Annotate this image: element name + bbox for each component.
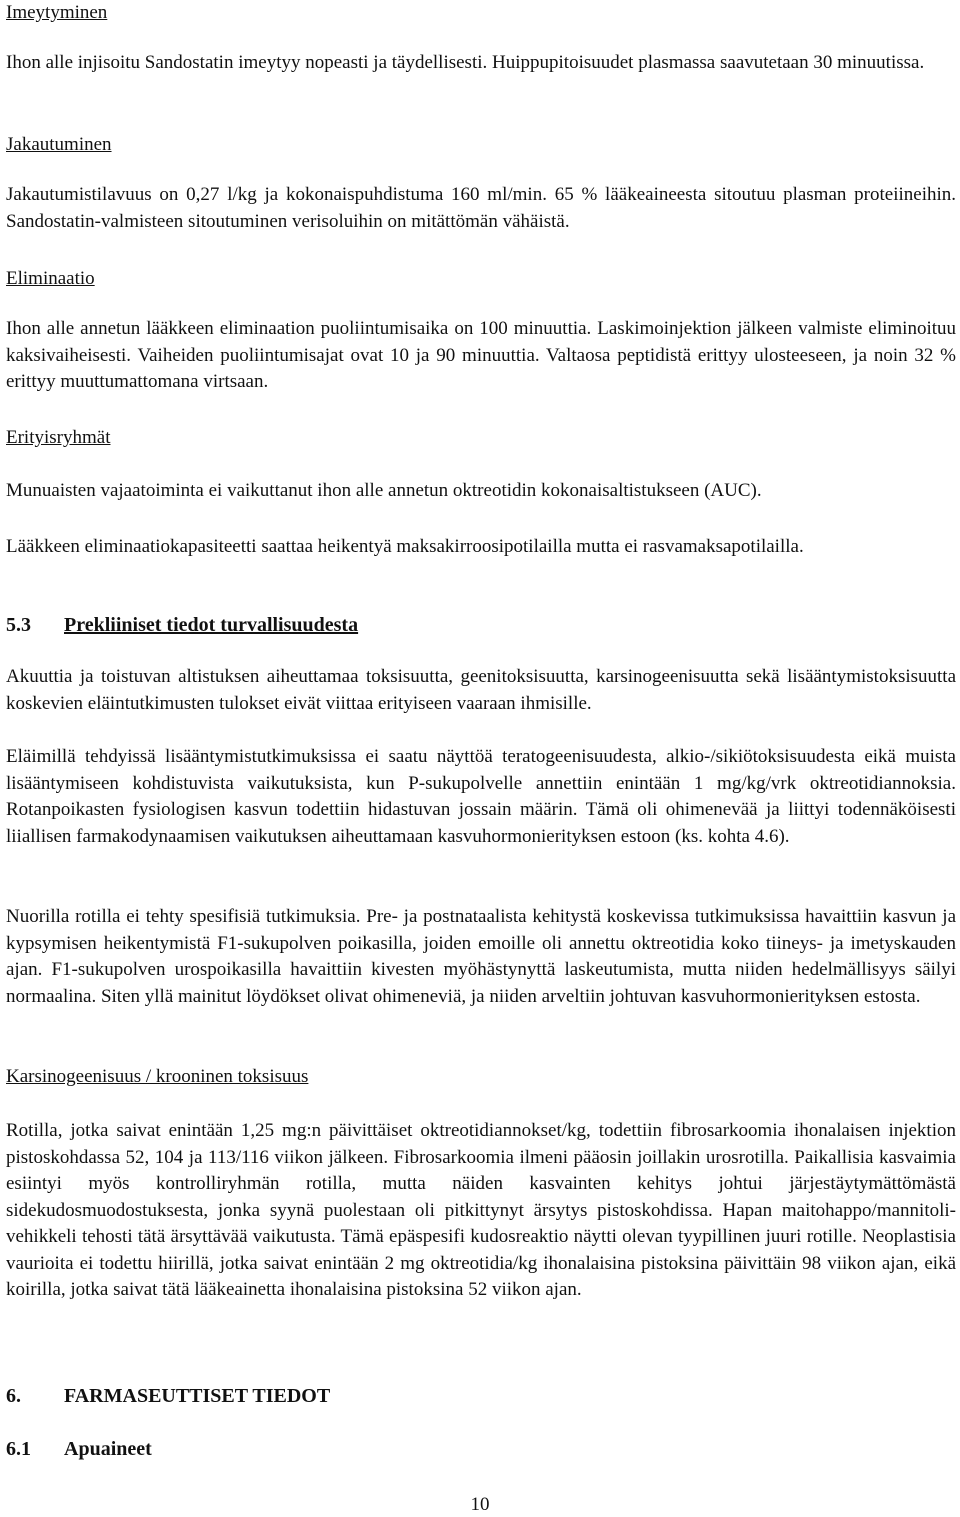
paragraph-preclinical-3: Nuorilla rotilla ei tehty spesifisiä tutkimuksia. Pre- ja postnataalista kehitystä koskevissa tutkimuksissa havaittiin kasvun ja kypsymisen heikentymistä F1-sukupolven poikasilla, joiden emoille oli annettu oktreotidia koko tiineys- ja imetyskauden ajan. F1-sukupolven urospoikasilla havaittiin kivesten myöhästynyttä laskeutumista, mutta niiden hedelmällisyys säilyi normaalina. Siten yllä mainitut löydökset olivat ohimeneviä, ja niiden arveltiin johtuvan kasvuhormonierityksen estosta.	[6, 906, 956, 1007]
heading-distribution: Jakautuminen	[6, 134, 112, 155]
paragraph-preclinical-2: Eläimillä tehdyissä lisääntymistutkimuksissa ei saatu näyttöä teratogeenisuudesta, alkio-/sikiötoksisuudesta eikä muista lisääntymiseen kohdistuvista vaikutuksista, kun P-sukupolvelle annettiin enintään 1 mg/kg/vrk oktreotidiannoksia. Rotanpoikasten fysiologisen kasvun todettiin hidastuvan jossain määrin. Tämä oli ohimenevää ja liittyi todennäköisesti liiallisen farmakodynaamisen vaikutuksen aiheuttamaan kasvuhormonierityksen estoon (ks. kohta 4.6).	[6, 746, 956, 847]
section-title: Prekliiniset tiedot turvallisuudesta	[64, 614, 359, 636]
section-heading-5-3	[6, 612, 956, 639]
paragraph-carcinogenicity: Rotilla, jotka saivat enintään 1,25 mg:n päivittäiset oktreotidiannokset/kg, todettiin fibrosarkoomia ihonalaisen injektion pistoskohdassa 52, 104 ja 113/116 viikon jälkeen. Fibrosarkoomia ilmeni pääosin joillakin urosrotilla. Paikallisia kasvaimia esiintyi myös kontrolliryhmän rotilla, mutta näiden kasvainten kehitys johtui järjestäytymättömästä sidekudosmuodostuksesta, jonka syynä puolestaan oli pitkittynyt ärsytys pistoskohdissa. Hapan maitohappo/mannitoli-vehikkeli tehosti tätä ärsyttävää vaikutusta. Tämä epäspesifi kudosreaktio näytti olevan tyypillinen juuri rotille. Neoplastisia vaurioita ei todettu hiirillä, jotka saivat enintään 2 mg oktreotidia/kg ihonalaisina pistoksina päivittäin 98 viikon ajan, eikä koirilla, jotka saivat tätä lääkeainetta ihonalaisina pistoksina 52 viikon ajan.	[6, 1120, 956, 1300]
heading-carcinogenicity: Karsinogeenisuus / krooninen toksisuus	[6, 1066, 309, 1087]
paragraph-absorption: Ihon alle injisoitu Sandostatin imeytyy nopeasti ja täydellisesti. Huippupitoisuudet plasmassa saavutetaan 30 minuutissa.	[6, 52, 925, 73]
section-title: Apuaineet	[64, 1438, 152, 1460]
section-title: FARMASEUTTISET TIEDOT	[64, 1385, 331, 1407]
section-number: 6.	[6, 1385, 21, 1407]
paragraph-hepatic: Lääkkeen eliminaatiokapasiteetti saattaa heikentyä maksakirroosipotilailla mutta ei rasvamaksapotilailla.	[6, 536, 804, 557]
paragraph-elimination: Ihon alle annetun lääkkeen eliminaation puoliintumisaika on 100 minuuttia. Laskimoinjektion jälkeen valmiste eliminoituu kaksivaiheisesti. Vaiheiden puoliintumisajat ovat 10 ja 90 minuuttia. Valtaosa peptidistä erittyy ulosteeseen, ja noin 32 % erittyy muuttumattomana virtsaan.	[6, 318, 956, 392]
paragraph-distribution: Jakautumistilavuus on 0,27 l/kg ja kokonaispuhdistuma 160 ml/min. 65 % lääkeaineesta sitoutuu plasman proteiineihin. Sandostatin-valmisteen sitoutuminen verisoluihin on mitättömän vähäistä.	[6, 184, 956, 232]
section-number: 5.3	[6, 614, 31, 636]
section-number: 6.1	[6, 1438, 31, 1460]
section-heading-6-1	[6, 1436, 956, 1463]
heading-elimination: Eliminaatio	[6, 268, 95, 289]
heading-absorption: Imeytyminen	[6, 2, 108, 23]
heading-special-groups: Erityisryhmät	[6, 427, 111, 448]
section-heading-6	[6, 1383, 956, 1410]
page-number: 10	[470, 1494, 490, 1515]
paragraph-renal: Munuaisten vajaatoiminta ei vaikuttanut ihon alle annetun oktreotidin kokonaisaltistukseen (AUC).	[6, 480, 762, 501]
paragraph-preclinical-1: Akuuttia ja toistuvan altistuksen aiheuttamaa toksisuutta, geenitoksisuutta, karsinogeenisuutta sekä lisääntymistoksisuutta koskevien eläintutkimusten tulokset eivät viittaa erityiseen vaaraan ihmisille.	[6, 666, 956, 714]
